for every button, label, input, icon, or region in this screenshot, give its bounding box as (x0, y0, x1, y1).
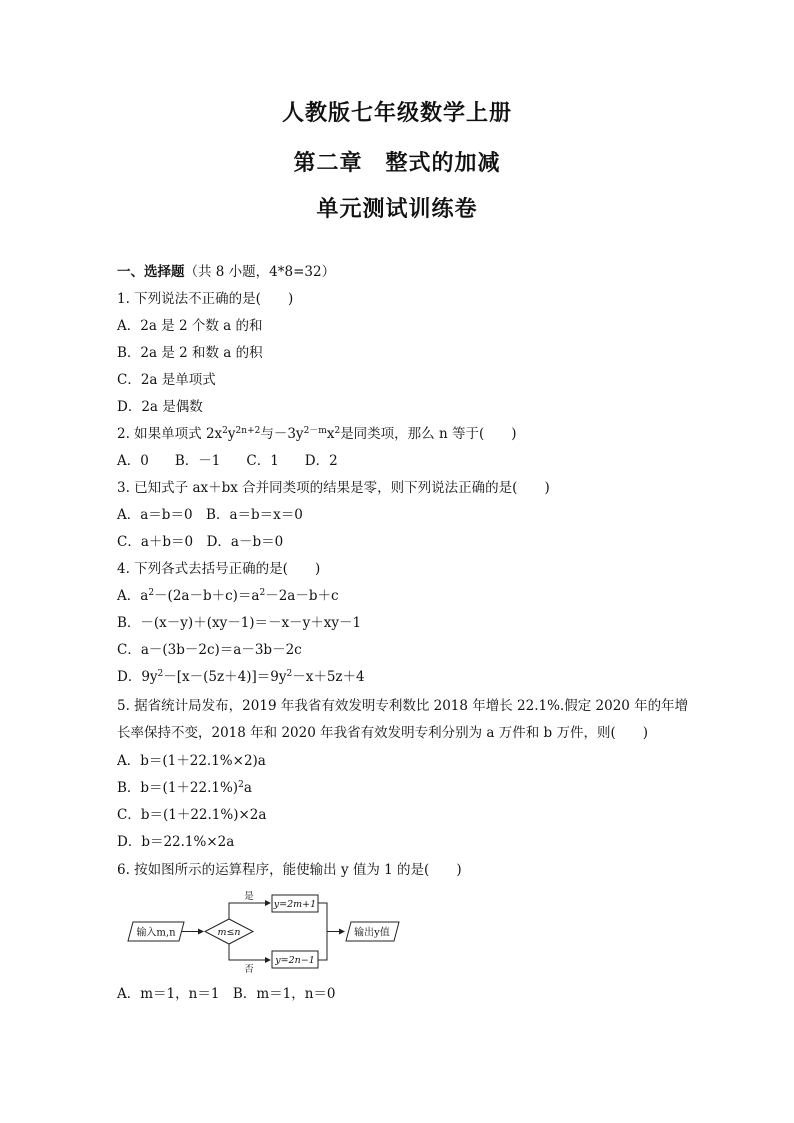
q2-exponent: 2 (334, 426, 341, 436)
q2-stem-part: x (326, 426, 335, 442)
merge-line (318, 903, 327, 960)
q5-b-exponent: 2 (238, 780, 244, 790)
q3-stem: 3. 已知式子 ax＋bx 合并同类项的结果是零，则下列说法正确的是( ) (117, 480, 550, 496)
flowchart (127, 888, 407, 978)
q2-exponent: 2 (222, 426, 228, 436)
q2-option-c: C．1 (246, 453, 279, 469)
q4-d-part: D．9y (117, 669, 158, 685)
section-heading (117, 263, 335, 281)
q4-d-part: －[x－(5z＋4)]＝9y (163, 669, 287, 685)
q4-a-part: A．a (117, 588, 149, 604)
q1-option-b: B．2a 是 2 和数 a 的积 (117, 345, 263, 361)
q4-a-exponent: 2 (259, 588, 266, 598)
no-label: 否 (244, 964, 254, 975)
decision-label: m≤n (217, 927, 241, 938)
section-label: 一、选择题 (117, 264, 185, 280)
q4-d-exponent: 2 (286, 669, 293, 679)
q2-stem (117, 425, 517, 443)
q2-stem-part: 是同类项，那么 n 等于( ) (340, 426, 517, 442)
q1-option-c: C．2a 是单项式 (117, 372, 216, 388)
q2-options (117, 452, 338, 470)
q1-stem: 1. 下列说法不正确的是( ) (117, 291, 294, 307)
q4-d-exponent: 2 (157, 669, 164, 679)
q2-option-b: B．－1 (174, 453, 221, 469)
no-arrow (229, 944, 270, 960)
q4-d-part: －x＋5z＋4 (292, 669, 365, 685)
no-process-label: y=2n−1 (275, 955, 315, 966)
q5-option-c: C．b＝(1＋22.1%)×2a (117, 807, 267, 823)
q3-options-cd: C．a＋b＝0 D．a－b＝0 (117, 534, 284, 550)
q2-option-d: D．2 (304, 453, 338, 469)
yes-arrow (229, 903, 270, 919)
q3-options-ab: A．a＝b＝0 B．a＝b＝x＝0 (117, 507, 303, 523)
q2-exponent: 2－m (303, 426, 327, 436)
q1-option-a: A．2a 是 2 个数 a 的和 (117, 318, 263, 334)
q4-option-b: B．－(x－y)＋(xy－1)＝－x－y＋xy－1 (117, 615, 362, 631)
q2-exponent: 2n+2 (235, 426, 261, 436)
q5-b-part: a (243, 780, 252, 796)
q2-stem-part: 2. 如果单项式 2x (117, 426, 223, 442)
yes-label: 是 (244, 891, 254, 902)
q2-stem-part: y (227, 426, 236, 442)
section-note: （共 8 小题，4*8=32） (184, 264, 336, 280)
q5-stem-line1: 5. 据省统计局发布，2019 年我省有效发明专利数比 2018 年增长 22.1%.假定 2020 年的年增 (117, 698, 689, 714)
q4-a-exponent: 2 (148, 588, 155, 598)
q5-option-a: A．b＝(1＋22.1%×2)a (117, 753, 266, 769)
output-label: 输出y值 (354, 927, 390, 939)
q4-a-part: －2a－b＋c (265, 588, 339, 604)
document-title: 人教版七年级数学上册 (281, 100, 512, 126)
q5-stem-line2: 长率保持不变，2018 年和 2020 年我省有效发明专利分别为 a 万件和 b 万件，则( ) (117, 725, 648, 741)
q4-option-c: C．a－(3b－2c)＝a－3b－2c (117, 642, 302, 658)
q4-stem: 4. 下列各式去括号正确的是( ) (117, 561, 321, 577)
q6-stem: 6. 按如图所示的运算程序，能使输出 y 值为 1 的是( ) (117, 862, 462, 878)
q5-b-part: B．b＝(1＋22.1%) (117, 780, 239, 796)
q4-option-d (117, 668, 365, 686)
q2-stem-part: 与－3y (260, 426, 304, 442)
q1-option-d: D．2a 是偶数 (117, 399, 203, 415)
q5-option-b (117, 779, 252, 797)
q5-option-d: D．b＝22.1%×2a (117, 834, 235, 850)
chapter-title: 第二章 整式的加减 (293, 150, 501, 176)
q4-option-a (117, 587, 339, 605)
yes-process-label: y=2m+1 (273, 899, 317, 910)
input-label: 输入m,n (136, 927, 176, 939)
q2-option-a: A．0 (117, 453, 149, 469)
q4-a-part: －(2a－b＋c)＝a (154, 588, 260, 604)
test-title: 单元测试训练卷 (316, 196, 478, 222)
q6-options-ab: A．m＝1，n＝1 B．m＝1，n＝0 (117, 986, 336, 1002)
